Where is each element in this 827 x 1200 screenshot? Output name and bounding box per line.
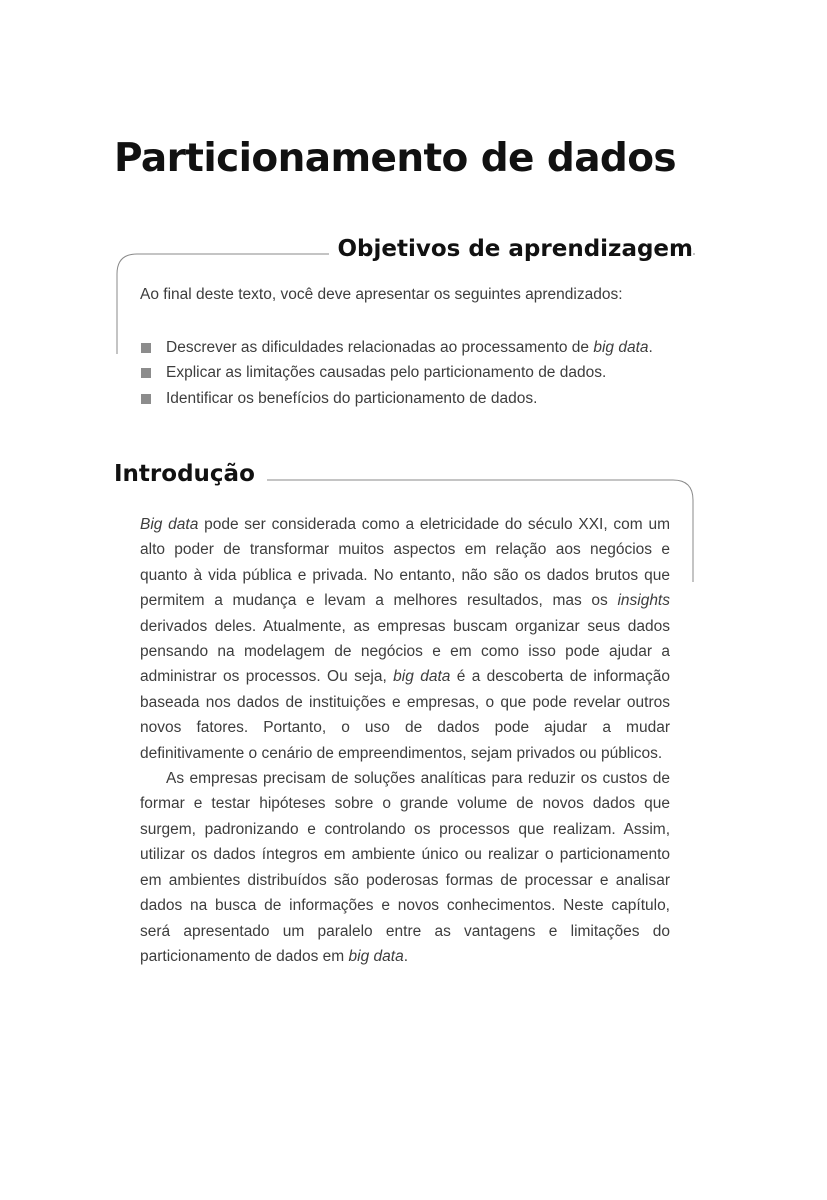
square-bullet-icon [141,343,151,353]
emphasis-term: big data [348,947,404,965]
objectives-lead: Ao final deste texto, você deve apresentar os seguintes aprendizados: [140,286,623,303]
objective-text: Identificar os benefícios do particionamento de dados. [166,389,538,407]
paragraph-run: é a descoberta de informação baseada nos dados de instituições e empresas, o que pode revelar outros novos fatores. Portanto, o uso de dados pode ajudar a mudar definitivamente o cenário de empreendimentos, sejam privados ou públicos. [140,668,670,762]
objective-text: Descrever as dificuldades relacionadas ao processamento de big data. [166,338,653,356]
list-item [140,386,653,412]
intro-heading: Introdução [114,461,267,487]
emphasis-term: insights [617,592,670,610]
square-bullet-icon [141,368,151,378]
emphasis-term: Big data [140,516,199,533]
objective-text: Explicar as limitações causadas pelo particionamento de dados. [166,364,607,382]
paragraph-run: pode ser considerada como a eletricidade do século XXI, com um alto poder de transformar muitos aspectos em relação aos negócios e quanto à vida pública e privada. No entanto, não são os dados brutos que permitem a mudança e levam a melhores resultados, mas os [140,516,670,610]
paragraph-run: . [403,947,409,965]
paragraph-run: derivados deles. Atualmente, as empresas buscam organizar seus dados pensando na modelagem de negócios e em como isso pode ajudar a administrar os processos. Ou seja, [140,617,670,686]
page-title: Particionamento de dados [114,136,677,181]
emphasis-term: big data [393,668,451,686]
list-item [140,361,653,387]
intro-body [140,512,670,969]
list-item [140,335,653,361]
intro-paragraph-1 [140,512,670,766]
square-bullet-icon [141,394,151,404]
objectives-heading: Objetivos de aprendizagem [329,236,693,262]
objectives-list [140,335,653,412]
intro-paragraph-2 [140,766,670,969]
paragraph-run: As empresas precisam de soluções analíticas para reduzir os custos de formar e testar hipóteses sobre o grande volume de novos dados que surgem, padronizando e controlando os processos que realizam. Assim, utilizar os dados íntegros em ambiente único ou realizar o particionamento em ambientes distribuídos são poderosas formas de processar e analisar dados na busca de informações e novos conhecimentos. Neste capítulo, será apresentado um paralelo entre as vantagens e limitações do particionamento de dados em [140,770,670,965]
